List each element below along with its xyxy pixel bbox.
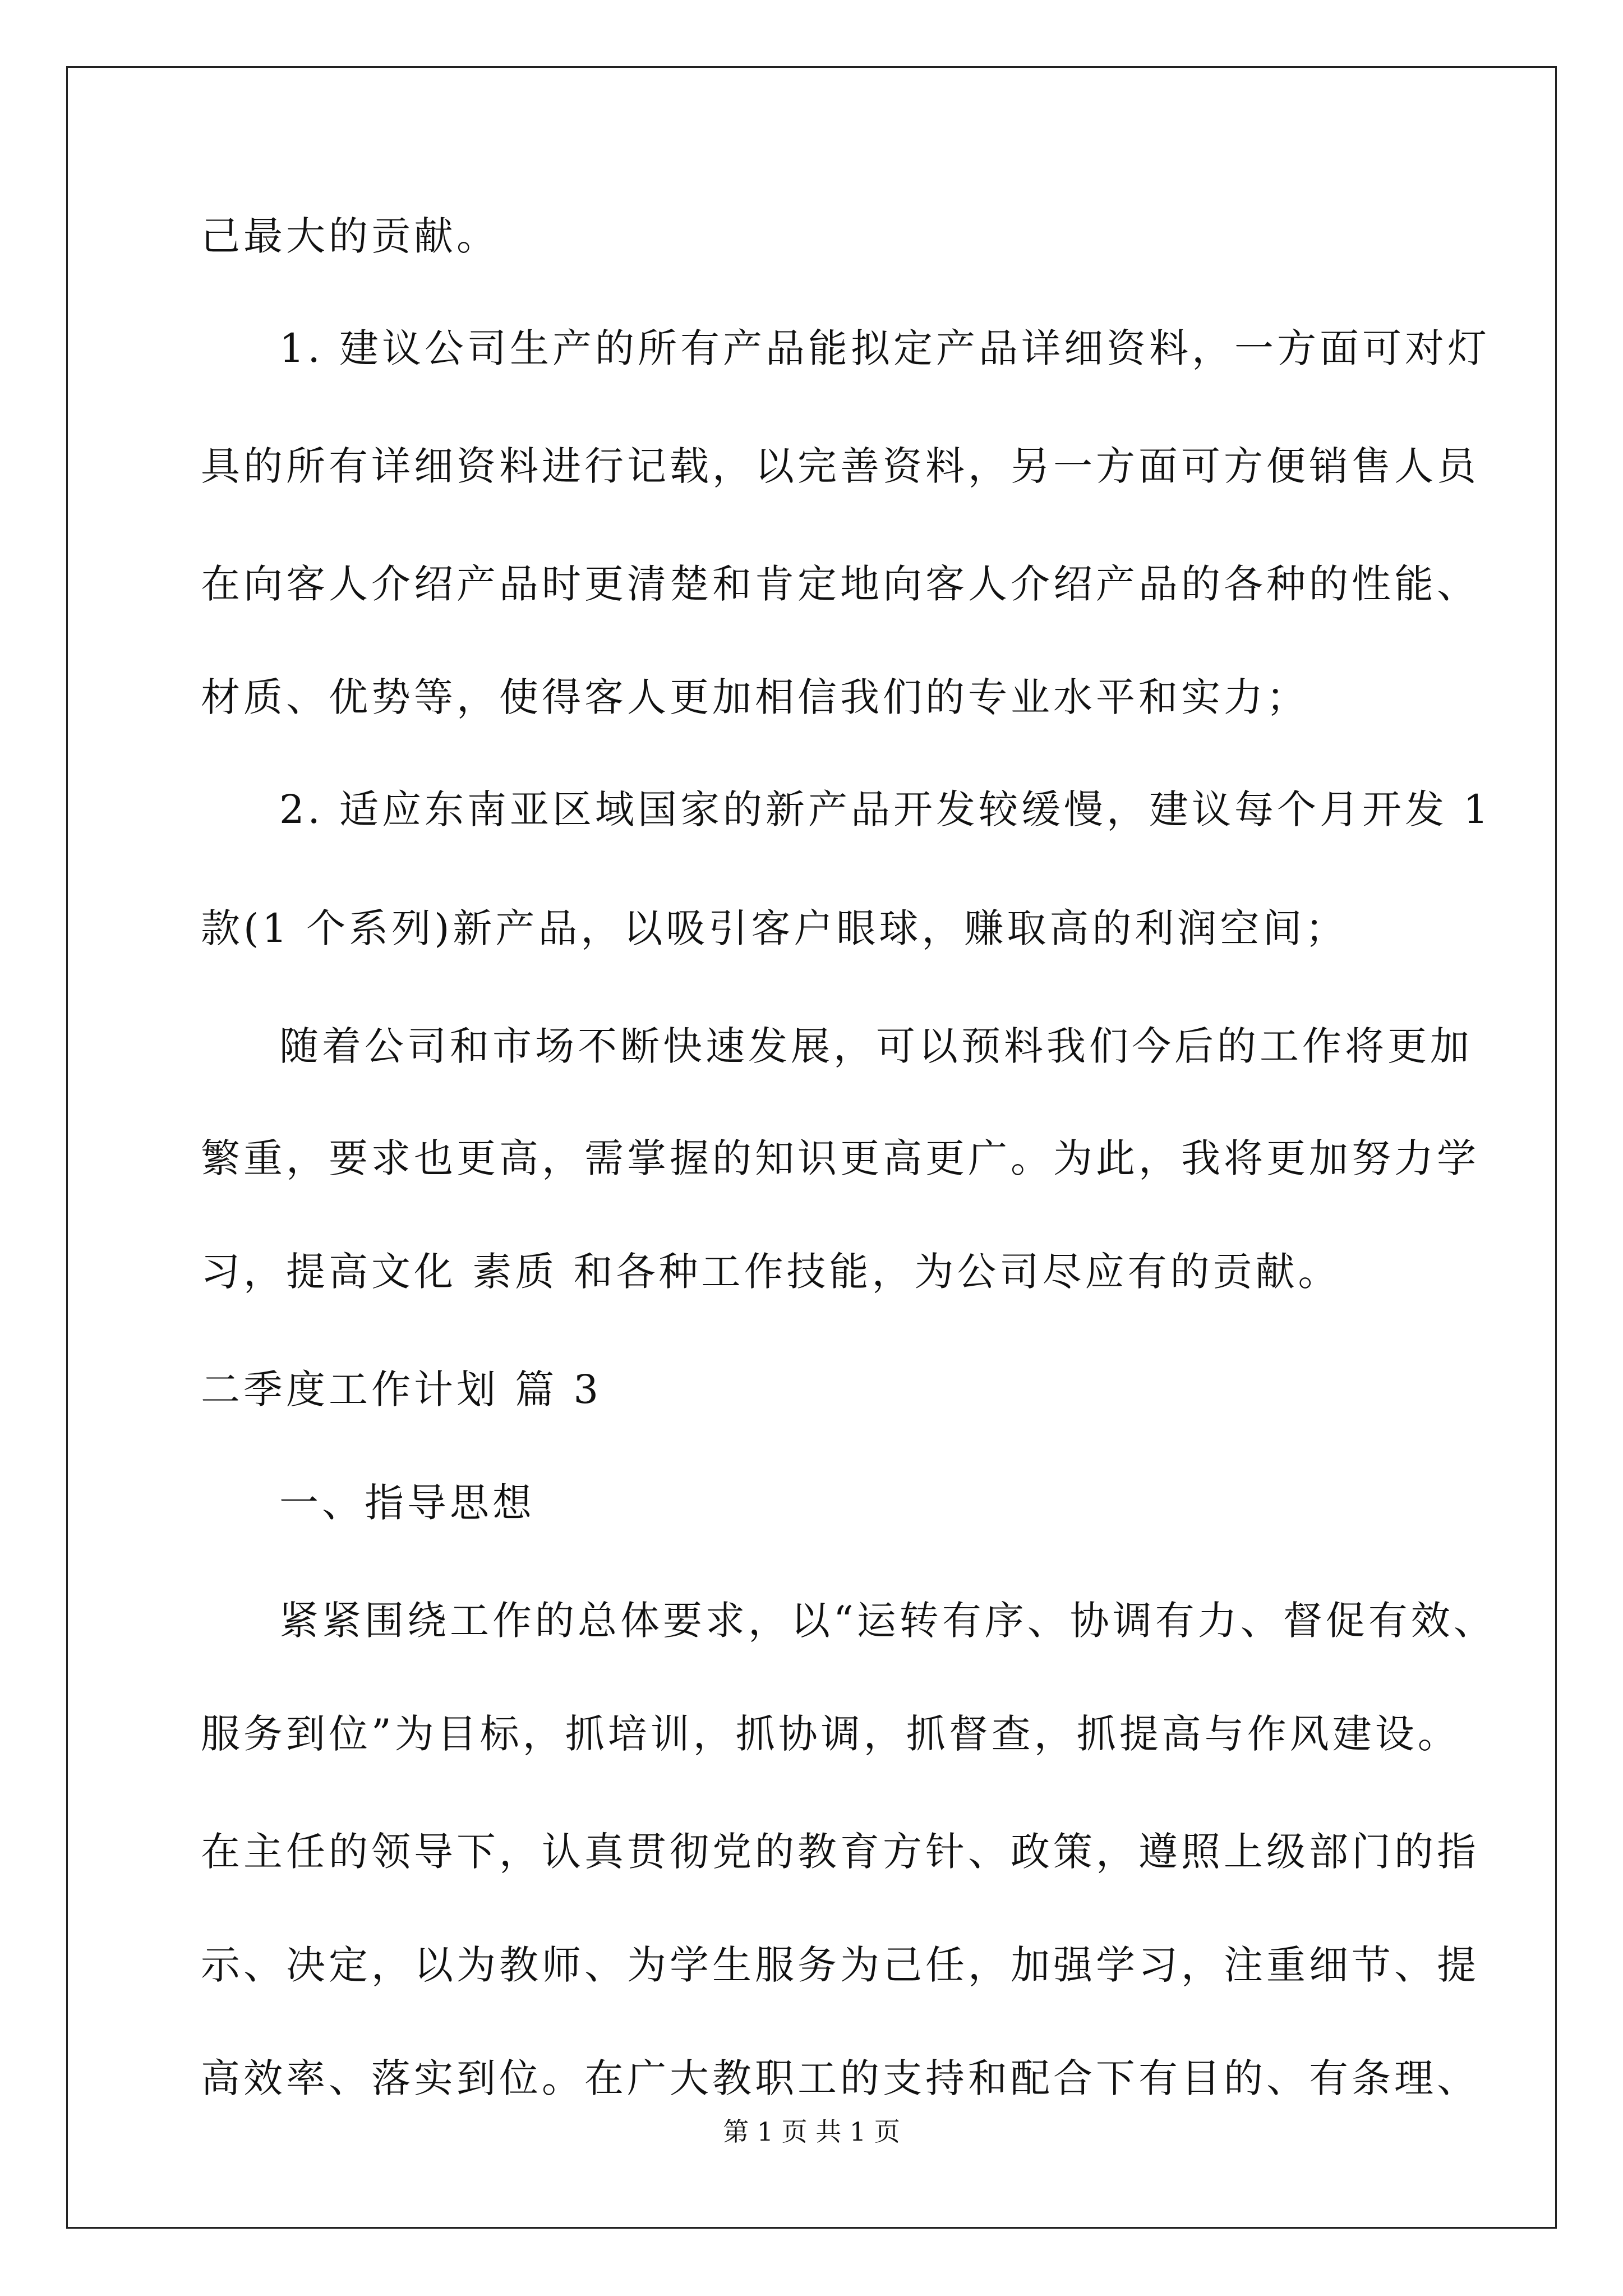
body-text-line: 示、决定，以为教师、为学生服务为己任，加强学习，注重细节、提	[201, 1942, 1479, 1988]
subsection-heading: 一、指导思想	[279, 1480, 535, 1526]
body-text-line: 具的所有详细资料进行记载，以完善资料，另一方面可方便销售人员	[201, 443, 1479, 489]
section-heading: 二季度工作计划 篇 3	[201, 1366, 602, 1412]
body-text-line: 款(1 个系列)新产品，以吸引客户眼球，赚取高的利润空间；	[201, 905, 1348, 951]
body-text-line: 己最大的贡献。	[201, 213, 499, 259]
body-text-line: 紧紧围绕工作的总体要求，以“运转有序、协调有力、督促有效、	[279, 1598, 1496, 1644]
body-text-line: 在向客人介绍产品时更清楚和肯定地向客人介绍产品的各种的性能、	[201, 561, 1479, 607]
body-text-line: 高效率、落实到位。在广大教职工的支持和配合下有目的、有条理、	[201, 2055, 1479, 2101]
body-text-line: 繁重，要求也更高，需掌握的知识更高更广。为此，我将更加努力学	[201, 1135, 1479, 1181]
body-text-line: 2. 适应东南亚区域国家的新产品开发较缓慢，建议每个月开发 1	[279, 786, 1492, 832]
body-text-line: 服务到位”为目标，抓培训，抓协调，抓督查，抓提高与作风建设。	[201, 1711, 1460, 1757]
body-text-line: 在主任的领导下，认真贯彻党的教育方针、政策，遵照上级部门的指	[201, 1829, 1479, 1875]
body-text-line: 习，提高文化 素质 和各种工作技能，为公司尽应有的贡献。	[201, 1249, 1341, 1295]
body-text-line: 随着公司和市场不断快速发展，可以预料我们今后的工作将更加	[279, 1023, 1473, 1069]
body-text-line: 材质、优势等，使得客人更加相信我们的专业水平和实力；	[201, 674, 1309, 720]
body-text-line: 1. 建议公司生产的所有产品能拟定产品详细资料，一方面可对灯	[279, 325, 1491, 371]
page-footer: 第 1 页 共 1 页	[723, 2116, 900, 2147]
